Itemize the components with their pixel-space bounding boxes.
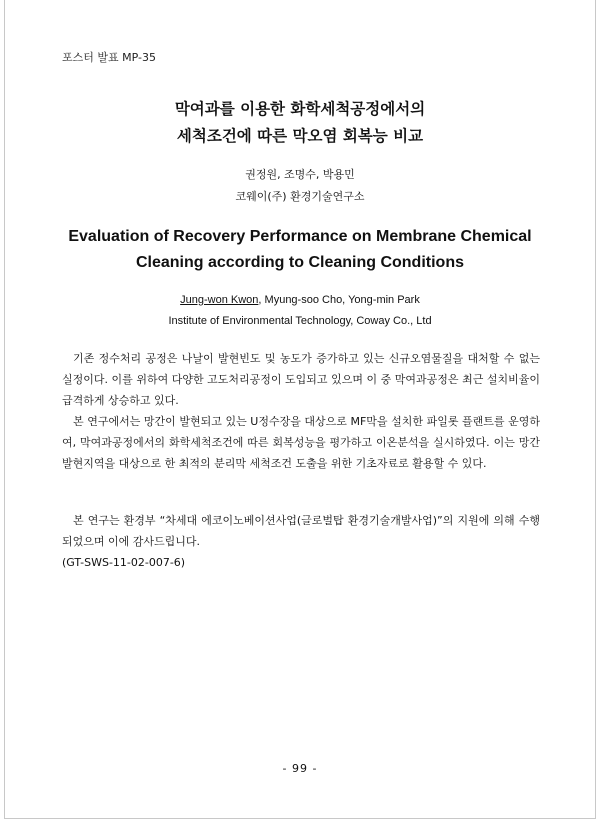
english-affiliation: Institute of Environmental Technology, Coway Co., Ltd [168, 315, 432, 327]
presenting-author: Jung-won Kwon [180, 294, 259, 306]
korean-title-line-1: 막여과를 이용한 화학세척공정에서의 [174, 100, 426, 118]
korean-author-names: 권정원, 조명수, 박용민 [245, 168, 355, 181]
english-title [0, 224, 600, 276]
acknowledgement-text: 본 연구는 환경부 “차세대 에코이노베이션사업(글로벌탑 환경기술개발사업)”의 지원에 의해 수행되었으며 이에 감사드립니다. [62, 514, 540, 548]
acknowledgement [62, 510, 540, 573]
session-label: 포스터 발표 MP-35 [62, 51, 156, 64]
english-author-names [0, 290, 600, 311]
korean-authors-block [0, 164, 600, 208]
korean-title [0, 96, 600, 150]
abstract-body [62, 348, 540, 474]
korean-affiliation: 코웨이(주) 환경기술연구소 [235, 190, 365, 203]
abstract-paragraph-2: 본 연구에서는 망간이 발현되고 있는 U정수장을 대상으로 MF막을 설치한 파일롯 플랜트를 운영하여, 막여과공정에서의 화학세척조건에 따른 회복성능을 평가하고 이온분석을 실시하였다. 이는 망간발현지역을 대상으로 한 최적의 분리막 세척조건 도출을 위한 기초자료로 활용할 수 있다. [62, 415, 540, 470]
abstract-paragraph-1: 기존 정수처리 공정은 나날이 발현빈도 및 농도가 증가하고 있는 신규오염물질을 대처할 수 없는 실정이다. 이를 위하여 다양한 고도처리공정이 도입되고 있으며 이 중 막여과공정은 최근 설치비율이 급격하게 상승하고 있다. [62, 352, 540, 407]
page-number: - 99 - [282, 762, 318, 775]
korean-title-line-2: 세척조건에 따른 막오염 회복능 비교 [176, 127, 424, 145]
english-authors-block [0, 290, 600, 332]
english-title-line-2: Cleaning according to Cleaning Conditions [135, 254, 464, 271]
grant-number: (GT-SWS-11-02-007-6) [62, 556, 186, 569]
co-authors: , Myung-soo Cho, Yong-min Park [258, 294, 420, 306]
english-title-line-1: Evaluation of Recovery Performance on Membrane Chemical [68, 228, 532, 245]
